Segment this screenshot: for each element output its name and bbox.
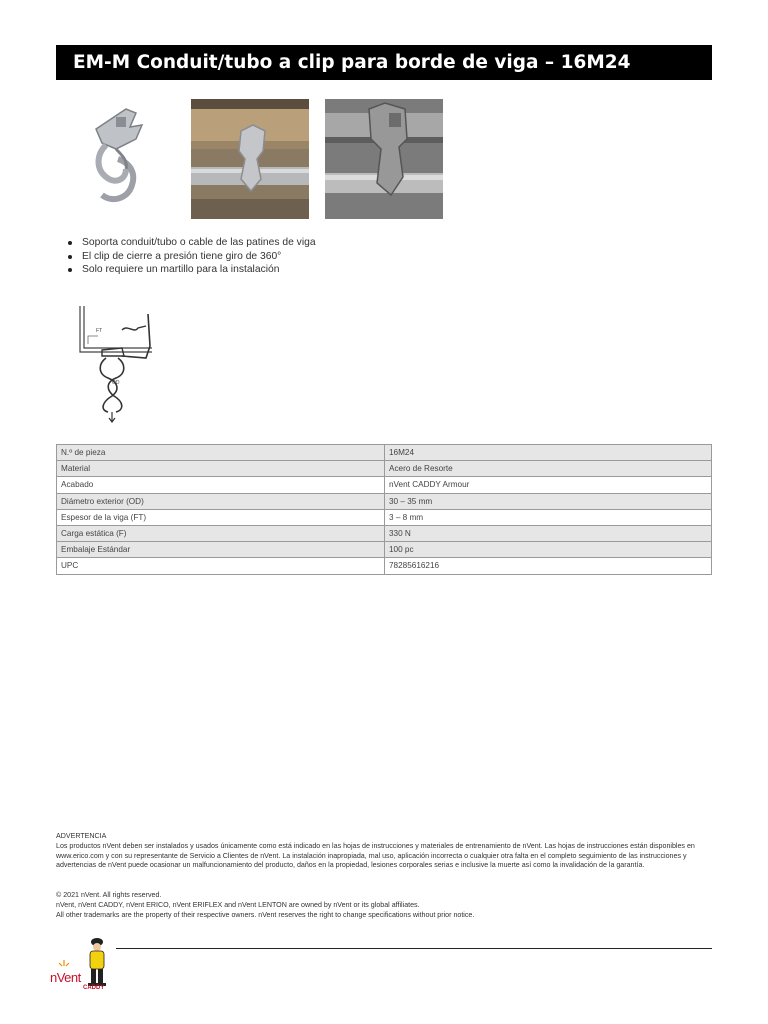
spec-value: 3 – 8 mm [385,509,712,525]
brand-subtitle: CADDY [83,985,105,991]
spec-value: 30 – 35 mm [385,493,712,509]
feature-item: Solo requiere un martillo para la instalación [82,263,316,277]
spec-value: 100 pc [385,542,712,558]
specifications-table [56,444,712,575]
copyright-notice [56,891,712,920]
table-row [57,558,712,574]
od-label: OD [112,380,120,386]
footer-divider [116,948,712,949]
spec-label: Embalaje Estándar [57,542,385,558]
spec-label: Acabado [57,477,385,493]
spec-label: Diámetro exterior (OD) [57,493,385,509]
spec-value: nVent CADDY Armour [385,477,712,493]
installation-photo-conduit [325,99,443,219]
spec-label: Espesor de la viga (FT) [57,509,385,525]
spec-label: UPC [57,558,385,574]
copyright-line: © 2021 nVent. All rights reserved. [56,891,162,899]
warning-heading: ADVERTENCIA [56,832,107,840]
table-row [57,445,712,461]
spec-label: N.º de pieza [57,445,385,461]
copyright-line: nVent, nVent CADDY, nVent ERICO, nVent ERIFLEX and nVent LENTON are owned by nVent or its global affiliates. [56,900,420,909]
feature-list [56,236,316,277]
ft-label: FT [96,328,103,334]
table-row [57,461,712,477]
installation-photo-beam [191,99,309,219]
spec-value: 78285616216 [385,558,712,574]
spec-value: 16M24 [385,445,712,461]
spec-label: Material [57,461,385,477]
table-row [57,493,712,509]
table-row [57,509,712,525]
product-photo-clip [56,99,174,219]
nvent-caddy-logo [48,934,116,996]
feature-item: El clip de cierre a presión tiene giro de 360° [82,250,316,264]
spec-value: 330 N [385,525,712,541]
spec-label: Carga estática (F) [57,525,385,541]
warning-body: Los productos nVent deben ser instalados y usados únicamente como está indicado en las hojas de instrucciones y materiales de entrenamiento de nVent. Las hojas de instrucciones están disponibles en www.erico.com y con su representante de Servicio a Clientes de nVent. La instalación inapropiada, mal uso, aplicación incorrecta o cualquier otra falta en el completo seguimiento de las instrucciones y advertencias de nVent puede ocasionar un malfuncionamiento del producto, daños en la propiedad, lesiones corporales serias e inclusive la muerte así como la invalidación de la garantía. [56,841,695,870]
table-row [57,525,712,541]
page-title: EM-M Conduit/tubo a clip para borde de viga – 16M24 [56,45,712,80]
feature-item: Soporta conduit/tubo o cable de las patines de viga [82,237,316,248]
table-row [57,477,712,493]
installation-diagram [62,300,172,425]
table-row [57,542,712,558]
copyright-line: All other trademarks are the property of their respective owners. nVent reserves the right to change specifications without prior notice. [56,910,475,919]
brand-wordmark: nVent [50,970,81,985]
spec-value: Acero de Resorte [385,461,712,477]
warning-notice [56,832,712,871]
